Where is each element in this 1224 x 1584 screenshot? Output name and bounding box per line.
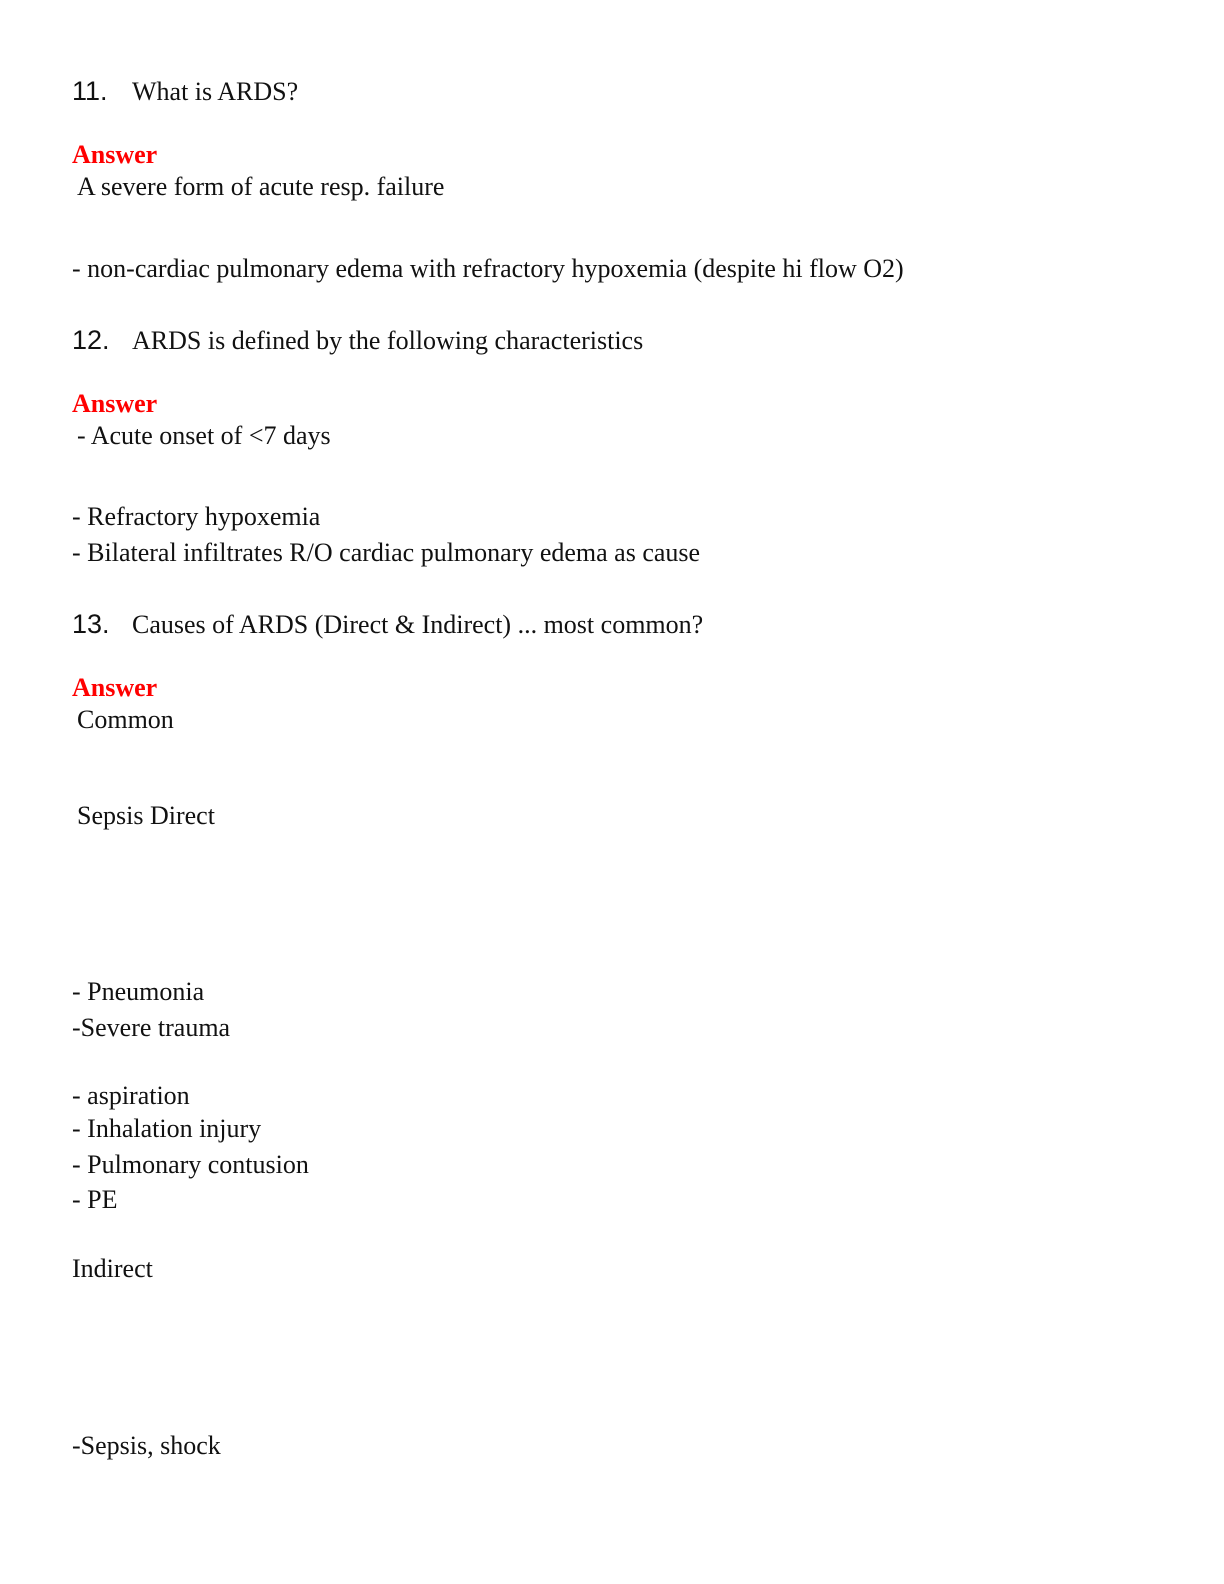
answer-line: Common <box>77 705 174 734</box>
answer-label: Answer <box>72 673 158 702</box>
answer-line: A severe form of acute resp. failure <box>77 172 445 201</box>
answer-line: Sepsis Direct <box>77 801 215 830</box>
answer-line: - Inhalation injury <box>72 1114 262 1143</box>
answer-line: Indirect <box>72 1254 153 1283</box>
question-text: What is ARDS? <box>132 77 299 106</box>
answer-label: Answer <box>72 389 158 418</box>
answer-line: - Pneumonia <box>72 977 205 1006</box>
answer-line: -Severe trauma <box>72 1013 231 1042</box>
answer-line: - aspiration <box>72 1081 190 1110</box>
question-text: Causes of ARDS (Direct & Indirect) ... most common? <box>132 610 704 639</box>
question-number: 13. <box>72 609 110 639</box>
answer-label: Answer <box>72 140 158 169</box>
answer-line: - Bilateral infiltrates R/O cardiac pulmonary edema as cause <box>72 538 701 567</box>
answer-line: - non-cardiac pulmonary edema with refractory hypoxemia (despite hi flow O2) <box>72 254 904 283</box>
question-number: 12. <box>72 325 110 355</box>
answer-line: - Acute onset of <7 days <box>77 421 331 450</box>
answer-line: - PE <box>72 1185 118 1214</box>
answer-line: -Sepsis, shock <box>72 1431 221 1460</box>
question-number: 11. <box>72 76 108 106</box>
answer-line: - Pulmonary contusion <box>72 1150 309 1179</box>
answer-line: - Refractory hypoxemia <box>72 502 321 531</box>
question-text: ARDS is defined by the following characteristics <box>132 326 644 355</box>
